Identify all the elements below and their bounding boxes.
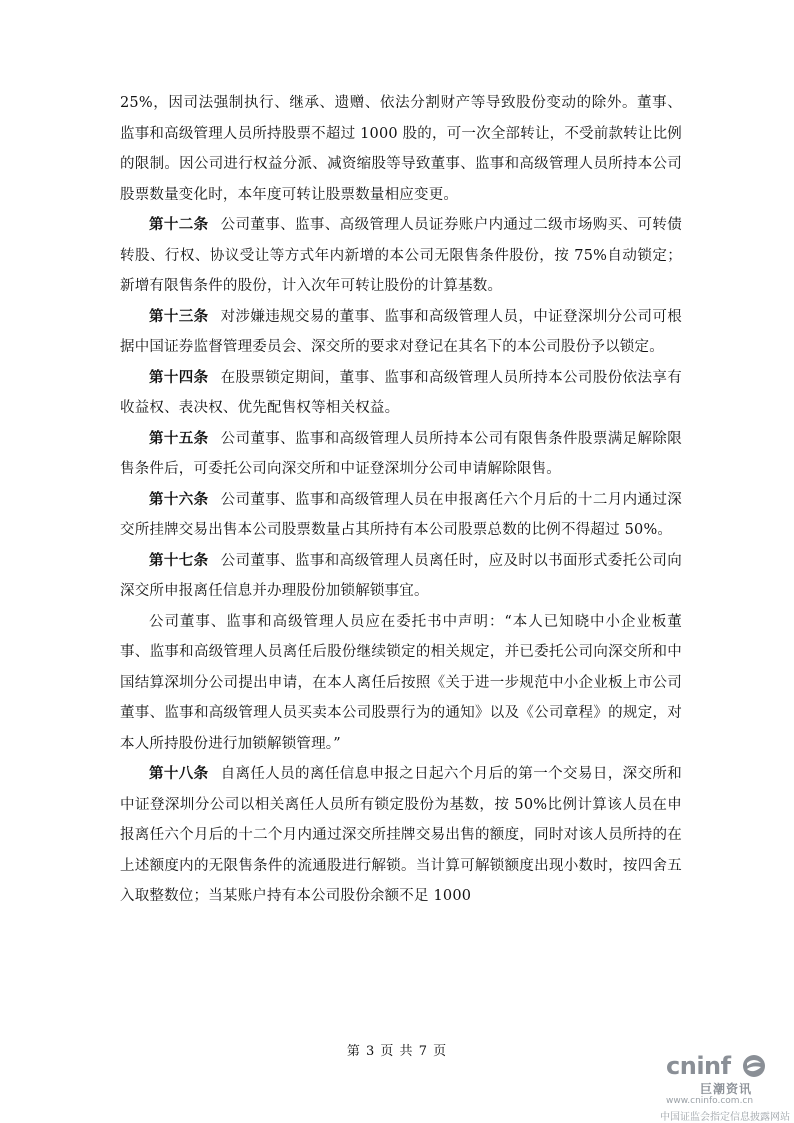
page-number: 第 3 页 共 7 页 [346,1044,448,1059]
cninfo-watermark-logo [660,1052,794,1122]
article-14 [120,363,682,424]
paragraph-text: 公司董事、监事和高级管理人员应在委托书中声明：“本人已知晓中小企业板董事、监事和高级管理人员离任后股份继续锁定的相关规定，并已委托公司向深交所和中国结算深圳分公司提出申请，在本人离任后按照《关于进一步规范中小企业板上市公司董事、监事和高级管理人员买卖本公司股票行为的通知》以及《公司章程》的规定，对本人所持股份进行加锁解锁管理。” [120,613,682,752]
article-13 [120,302,682,363]
paragraph-text: 在股票锁定期间，董事、监事和高级管理人员所持本公司股份依法享有收益权、表决权、优先配售权等相关权益。 [120,369,682,416]
article-heading: 第十三条 [149,308,209,325]
article-heading: 第十五条 [149,430,209,447]
article-heading: 第十八条 [149,766,209,782]
article-17 [120,546,682,607]
paragraph-text: 公司董事、监事和高级管理人员在申报离任六个月后的十二月内通过深交所挂牌交易出售本公司股票数量占其所持有本公司股票总数的比例不得超过 50%。 [120,491,682,538]
paragraph-text: 公司董事、监事和高级管理人员离任时，应及时以书面形式委托公司向深交所申报离任信息并办理股份加锁解锁事宜。 [120,552,682,599]
article-18 [120,759,682,912]
paragraph-text: 对涉嫌违规交易的董事、监事和高级管理人员，中证登深圳分公司可根据中国证券监督管理委员会、深交所的要求对登记在其名下的本公司股份予以锁定。 [120,308,682,355]
article-17-statement [120,607,682,760]
article-15 [120,424,682,485]
article-heading: 第十二条 [149,217,209,233]
paragraph-text: 自离任人员的离任信息申报之日起六个月后的第一个交易日，深交所和中证登深圳分公司以相关离任人员所有锁定股份为基数，按 50%比例计算该人员在申报离任六个月后的十二个月内通过深交所挂牌交易出售的额度，同时对该人员所持的在上述额度内的无限售条件的流通股进行解锁。当计算可解锁额度出现小数时，按四舍五入取整数位；当某账户持有本公司股份余额不足 1000 [120,766,682,904]
cninfo-swirl-icon [742,1054,766,1078]
watermark-site: 中国证监会指定信息披露网站 [660,1112,790,1123]
paragraph-text: 公司董事、监事和高级管理人员所持本公司有限售条件股票满足解除限售条件后，可委托公司向深交所和中证登深圳分公司申请解除限售。 [120,430,682,477]
watermark-brand: cninf [666,1052,731,1080]
watermark-url: www.cninfo.com.cn [666,1096,754,1106]
paragraph-text: 25%，因司法强制执行、继承、遗赠、依法分割财产等导致股份变动的除外。董事、监事和高级管理人员所持股票不超过 1000 股的，可一次全部转让，不受前款转让比例的限制。因公司进行权益分派、减资缩股等导致董事、监事和高级管理人员所持本公司股票数量变化时，本年度可转让股票数量相应变更。 [120,95,682,203]
article-heading: 第十六条 [149,491,209,508]
article-12 [120,210,682,302]
body-text [120,88,682,912]
paragraph-0 [120,88,682,210]
article-heading: 第十七条 [149,552,209,569]
article-16 [120,485,682,546]
article-heading: 第十四条 [149,369,209,386]
paragraph-text: 公司董事、监事、高级管理人员证券账户内通过二级市场购买、可转债转股、行权、协议受让等方式年内新增的本公司无限售条件股份，按 75%自动锁定；新增有限售条件的股份，计入次年可转让股份的计算基数。 [120,217,682,294]
watermark-brand-cn: 巨潮资讯 [700,1082,753,1096]
